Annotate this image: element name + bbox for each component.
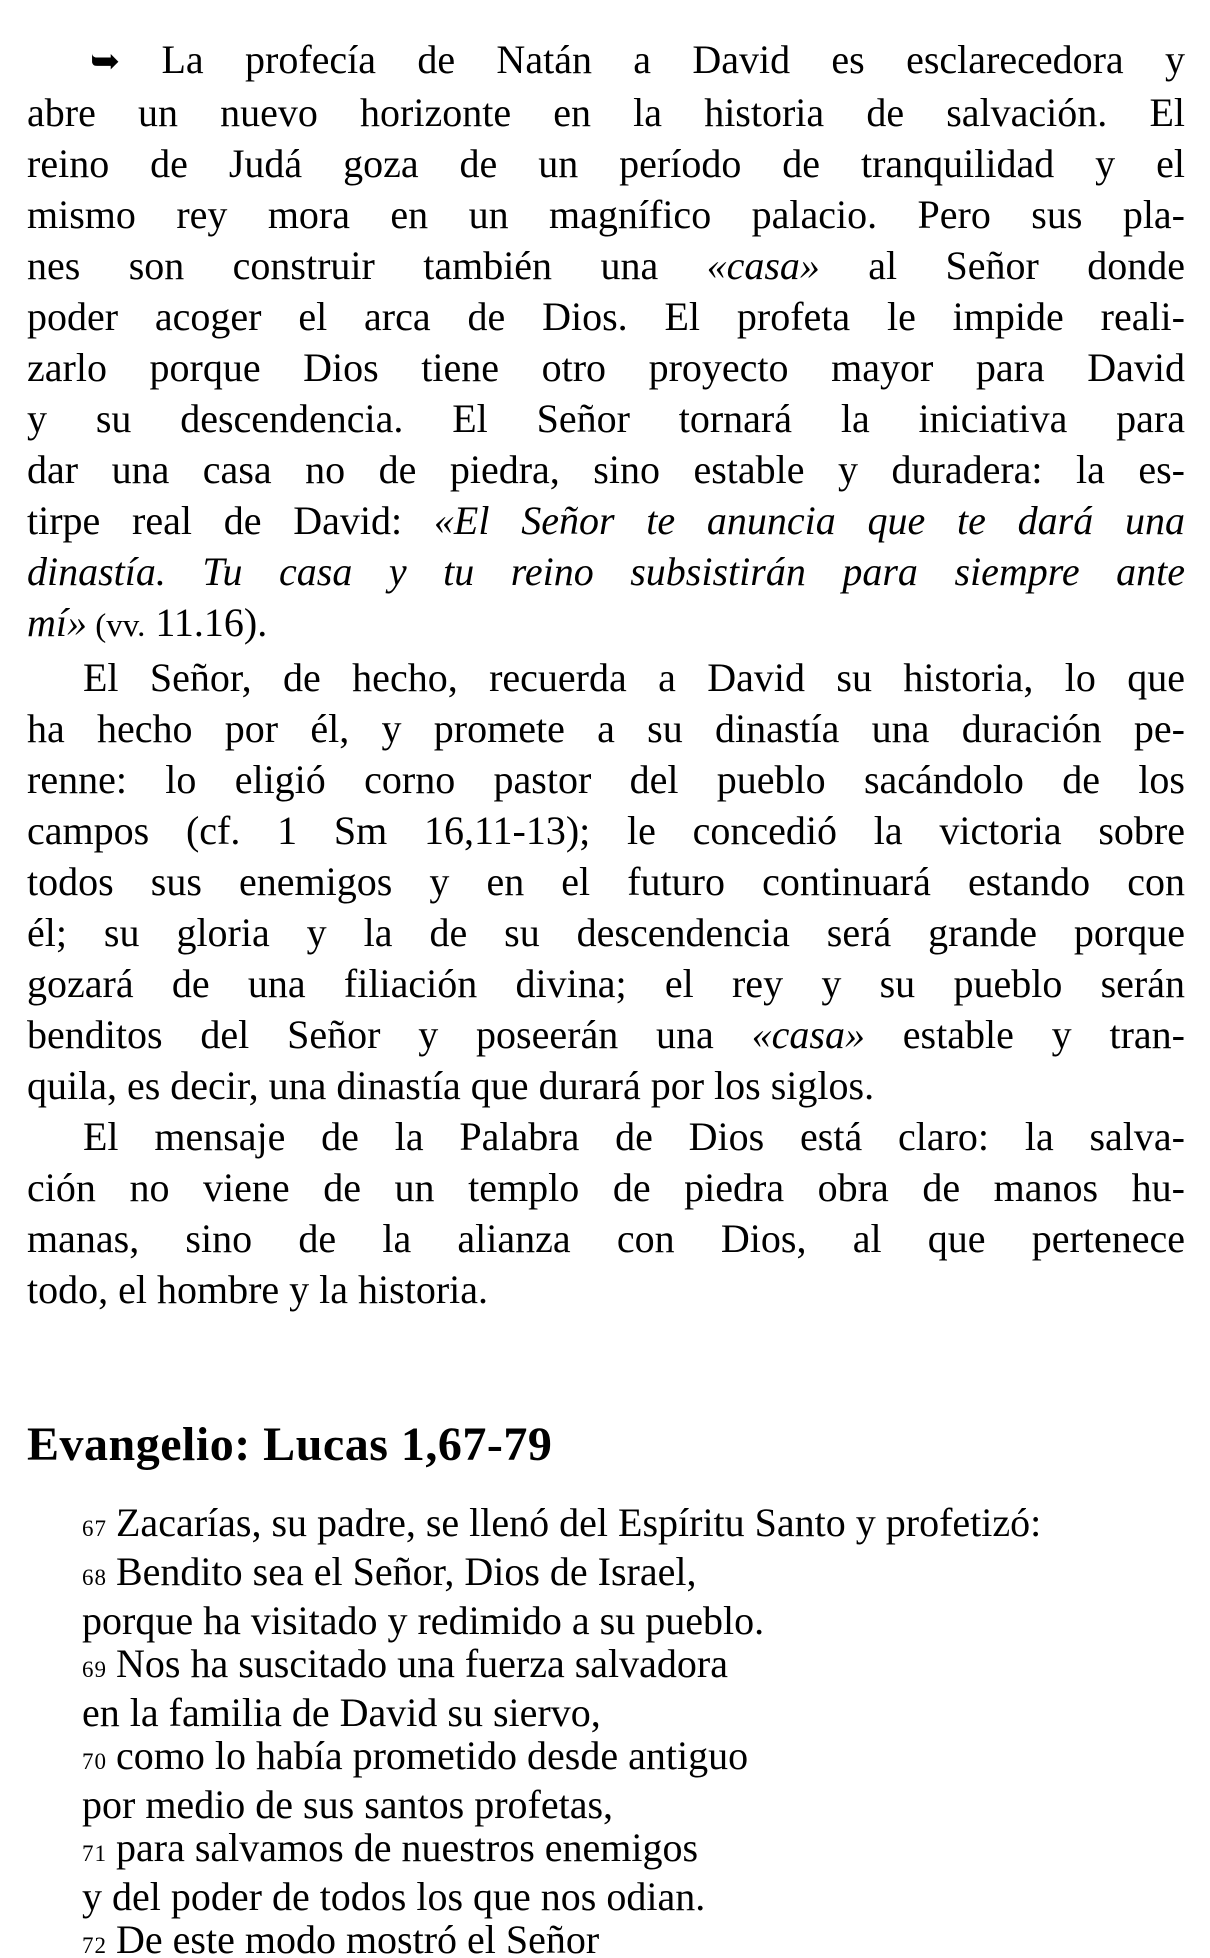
verse-number: 72 bbox=[82, 1933, 107, 1958]
verse-line bbox=[82, 1826, 1185, 1875]
text-line bbox=[27, 546, 1185, 597]
text-segment: todo, el hombre y la historia. bbox=[27, 1267, 489, 1312]
text-segment: «casa» bbox=[706, 243, 820, 288]
text-segment: ha hecho por él, y promete a su dinastía una duración pe- bbox=[27, 706, 1185, 751]
verse-line bbox=[82, 1691, 1185, 1734]
text-segment: 11.16). bbox=[145, 600, 268, 645]
text-line bbox=[27, 1162, 1185, 1213]
verse-line bbox=[82, 1642, 1185, 1691]
text-line bbox=[27, 1111, 1185, 1162]
text-line bbox=[27, 754, 1185, 805]
text-line bbox=[27, 805, 1185, 856]
text-segment: La profecía de Natán a David es esclarecedora y bbox=[120, 37, 1185, 82]
text-line bbox=[27, 34, 1185, 87]
text-segment: El mensaje de la Palabra de Dios está claro: la salva- bbox=[83, 1114, 1185, 1159]
verse-text: De este modo mostró el Señor bbox=[116, 1917, 600, 1958]
text-line bbox=[27, 138, 1185, 189]
text-line bbox=[27, 1060, 1185, 1111]
verse-text: Bendito sea el Señor, Dios de Israel, bbox=[116, 1549, 697, 1594]
text-line bbox=[27, 495, 1185, 546]
text-segment: ( bbox=[87, 608, 107, 644]
text-segment: quila, es decir, una dinastía que durará por los siglos. bbox=[27, 1063, 875, 1108]
verse-line bbox=[82, 1599, 1185, 1642]
commentary-paragraph bbox=[27, 1111, 1185, 1315]
text-line bbox=[27, 958, 1185, 1009]
text-segment: El Señor, de hecho, recuerda a David su historia, lo que bbox=[83, 655, 1185, 700]
text-line bbox=[27, 240, 1185, 291]
text-line bbox=[27, 652, 1185, 703]
text-segment: dar una casa no de piedra, sino estable y duradera: la es- bbox=[27, 447, 1185, 492]
text-segment: todos sus enemigos y en el futuro continuará estando con bbox=[27, 859, 1185, 904]
text-segment: manas, sino de la alianza con Dios, al que pertenece bbox=[27, 1216, 1185, 1261]
verse-line bbox=[82, 1875, 1185, 1918]
verse-text: en la familia de David su siervo, bbox=[82, 1690, 601, 1735]
commentary-paragraph bbox=[27, 652, 1185, 1111]
verse-text: para salvamos de nuestros enemigos bbox=[116, 1825, 699, 1870]
text-segment: «casa» bbox=[751, 1012, 865, 1057]
text-line bbox=[27, 189, 1185, 240]
commentary-paragraph bbox=[27, 34, 1185, 652]
commentary-section bbox=[27, 34, 1185, 1315]
text-line bbox=[27, 342, 1185, 393]
verse-number: 68 bbox=[82, 1565, 107, 1590]
text-segment: gozará de una filiación divina; el rey y su pueblo serán bbox=[27, 961, 1185, 1006]
text-segment: mí» bbox=[27, 600, 87, 645]
verse-line bbox=[82, 1734, 1185, 1783]
text-line bbox=[27, 703, 1185, 754]
text-segment: campos (cf. 1 Sm 16,11-13); le concedió la victoria sobre bbox=[27, 808, 1185, 853]
verse-text: porque ha visitado y redimido a su pueblo. bbox=[82, 1598, 765, 1643]
text-segment: nes son construir también una bbox=[27, 243, 707, 288]
text-segment: renne: lo eligió corno pastor del pueblo sacándolo de los bbox=[27, 757, 1185, 802]
verse-line bbox=[82, 1918, 1185, 1958]
text-segment: benditos del Señor y poseerán una bbox=[27, 1012, 752, 1057]
text-line bbox=[27, 393, 1185, 444]
text-segment: abre un nuevo horizonte en la historia de salvación. El bbox=[27, 90, 1185, 135]
text-line bbox=[27, 1213, 1185, 1264]
verse-number: 70 bbox=[82, 1749, 107, 1774]
text-line bbox=[27, 444, 1185, 495]
text-line bbox=[27, 291, 1185, 342]
text-segment: zarlo porque Dios tiene otro proyecto mayor para David bbox=[27, 345, 1185, 390]
text-line bbox=[27, 597, 1185, 652]
verse-text: por medio de sus santos profetas, bbox=[82, 1782, 614, 1827]
verse-text: Nos ha suscitado una fuerza salvadora bbox=[116, 1641, 728, 1686]
verse-text: como lo había prometido desde antiguo bbox=[116, 1733, 749, 1778]
text-segment: tirpe real de David: bbox=[27, 498, 434, 543]
text-segment: al Señor donde bbox=[819, 243, 1185, 288]
text-segment: dinastía. Tu casa y tu reino subsistirán para siempre ante bbox=[27, 549, 1185, 594]
text-line bbox=[27, 1264, 1185, 1315]
paragraph-marker-arrow-icon: ➥ bbox=[90, 41, 121, 82]
text-line bbox=[27, 856, 1185, 907]
text-line bbox=[27, 1009, 1185, 1060]
text-segment: estable y tran- bbox=[864, 1012, 1186, 1057]
text-line bbox=[27, 907, 1185, 958]
verse-text: Zacarías, su padre, se llenó del Espíritu Santo y profetizó: bbox=[116, 1500, 1042, 1545]
verse-number: 71 bbox=[82, 1841, 107, 1866]
text-segment: vv. bbox=[106, 608, 146, 644]
text-segment: y su descendencia. El Señor tornará la iniciativa para bbox=[27, 396, 1185, 441]
verse-number: 67 bbox=[82, 1516, 107, 1541]
text-segment: mismo rey mora en un magnífico palacio. Pero sus pla- bbox=[27, 192, 1185, 237]
gospel-verses-section bbox=[27, 1501, 1185, 1958]
verse-line bbox=[82, 1783, 1185, 1826]
text-segment: reino de Judá goza de un período de tranquilidad y el bbox=[27, 141, 1185, 186]
verse-text: y del poder de todos los que nos odian. bbox=[82, 1874, 706, 1919]
text-segment: él; su gloria y la de su descendencia será grande porque bbox=[27, 910, 1185, 955]
verse-line bbox=[82, 1501, 1185, 1550]
text-segment: ción no viene de un templo de piedra obra de manos hu- bbox=[27, 1165, 1185, 1210]
verse-number: 69 bbox=[82, 1657, 107, 1682]
text-line bbox=[27, 87, 1185, 138]
text-segment: «El Señor te anuncia que te dará una bbox=[433, 498, 1185, 543]
gospel-heading: Evangelio: Lucas 1,67-79 bbox=[27, 1418, 553, 1471]
verse-line bbox=[82, 1550, 1185, 1599]
text-segment: poder acoger el arca de Dios. El profeta le impide reali- bbox=[27, 294, 1185, 339]
